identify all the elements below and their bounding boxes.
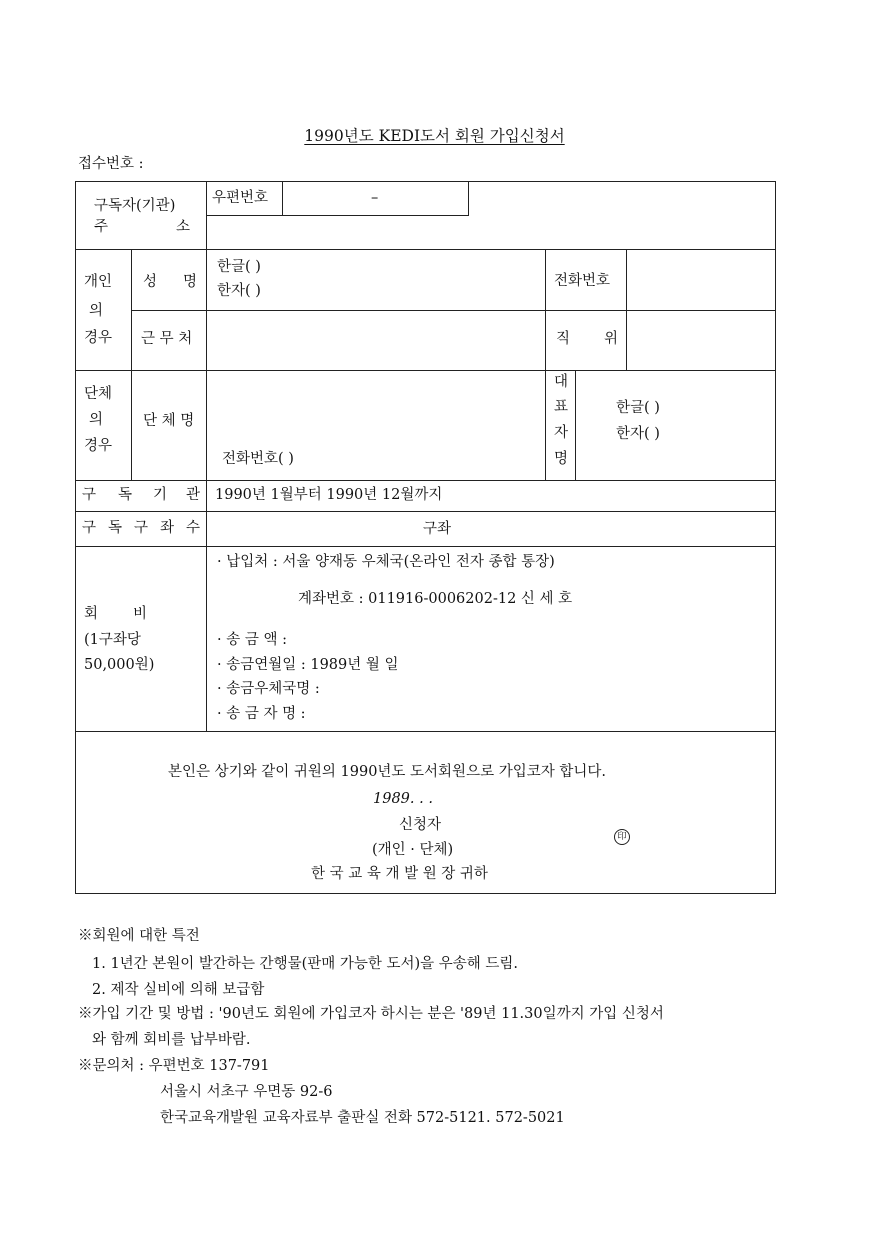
- org-label-2: 의: [89, 412, 104, 428]
- accounts-label-5: 수: [186, 520, 201, 536]
- rep-label-1: 대: [554, 374, 569, 390]
- column-divider: [545, 370, 546, 481]
- rep-label-2: 표: [554, 399, 569, 415]
- accounts-label-1: 구: [82, 520, 97, 536]
- row-divider: [75, 480, 776, 481]
- postal-box-line: [206, 215, 469, 216]
- postal-code-label: 우편번호: [212, 190, 269, 206]
- applicant-label: 신청자: [399, 817, 442, 833]
- declaration-date: 1989. . .: [373, 791, 433, 807]
- table-border-bottom: [75, 893, 776, 894]
- accounts-label-3: 구: [134, 520, 149, 536]
- remit-date-field: · 송금연월일 : 1989년 월 일: [217, 657, 399, 673]
- table-border-left: [75, 181, 76, 894]
- name-label-b: 명: [183, 274, 198, 290]
- postal-code-dash: –: [371, 190, 379, 206]
- rep-hangul-field: 한글( ): [616, 400, 660, 416]
- period-value: 1990년 1월부터 1990년 12월까지: [215, 487, 443, 503]
- name-hanja-field: 한자( ): [217, 283, 261, 299]
- period-label-4: 관: [186, 487, 201, 503]
- seal-mark: 印: [614, 829, 630, 845]
- column-divider: [545, 249, 546, 371]
- contact-line-3: 한국교육개발원 교육자료부 출판실 전화 572-5121. 572-5021: [160, 1110, 565, 1126]
- individual-label-2: 의: [89, 303, 104, 319]
- row-divider: [75, 546, 776, 547]
- org-name-label: 단 체 명: [143, 413, 195, 429]
- receipt-number-label: 접수번호 :: [78, 156, 144, 172]
- period-label-1: 구: [82, 487, 97, 503]
- subscriber-label: 구독자(기관): [94, 198, 176, 214]
- row-divider: [75, 511, 776, 512]
- period-label-3: 기: [153, 487, 168, 503]
- org-phone-field: 전화번호( ): [222, 451, 294, 467]
- applicant-type: (개인 · 단체): [372, 842, 454, 858]
- accounts-label-4: 좌: [160, 520, 175, 536]
- contact-line-1: ※문의처 : 우편번호 137-791: [78, 1058, 270, 1074]
- individual-label-3: 경우: [84, 330, 113, 346]
- column-divider: [206, 181, 207, 732]
- amount-field: · 송 금 액 :: [217, 632, 287, 648]
- org-label-3: 경우: [84, 438, 113, 454]
- declaration-text: 본인은 상기와 같이 귀원의 1990년도 도서회원으로 가입코자 합니다.: [168, 764, 606, 780]
- fee-label-a: 회: [84, 606, 99, 622]
- account-number: 계좌번호 : 011916-0006202-12 신 세 호: [298, 591, 573, 607]
- column-divider: [626, 249, 627, 371]
- method-line-1: ※가입 기간 및 방법 : '90년도 회원에 가입코자 하시는 분은 '89년 11.30일까지 가입 신청서: [78, 1006, 664, 1022]
- individual-label-1: 개인: [84, 274, 113, 290]
- column-divider: [575, 370, 576, 481]
- period-label-2: 독: [118, 487, 133, 503]
- table-border-right: [775, 181, 776, 894]
- rep-label-3: 자: [554, 425, 569, 441]
- row-divider: [75, 370, 776, 371]
- accounts-label-2: 독: [108, 520, 123, 536]
- addressee: 한 국 교 육 개 발 원 장 귀하: [311, 866, 488, 882]
- postal-box-line: [468, 181, 469, 216]
- postal-box-line: [282, 181, 283, 216]
- fee-sub-2: 50,000원): [84, 657, 155, 673]
- accounts-value: 구좌: [423, 521, 452, 537]
- address-label-b: 소: [176, 219, 191, 235]
- benefit-1: 1. 1년간 본원이 발간하는 간행물(판매 가능한 도서)을 우송해 드림.: [92, 956, 519, 972]
- rep-hanja-field: 한자( ): [616, 426, 660, 442]
- position-label-b: 위: [604, 331, 619, 347]
- column-divider: [131, 249, 132, 481]
- workplace-label: 근 무 처: [141, 331, 193, 347]
- form-title: 1990년도 KEDI도서 회원 가입신청서: [304, 127, 565, 145]
- table-border-top: [75, 181, 776, 182]
- benefit-2: 2. 제작 실비에 의해 보급함: [92, 982, 265, 998]
- name-label-a: 성: [143, 274, 158, 290]
- fee-label-b: 비: [133, 606, 148, 622]
- method-line-2: 와 함께 회비를 납부바람.: [92, 1032, 251, 1048]
- contact-line-2: 서울시 서초구 우면동 92-6: [160, 1084, 333, 1100]
- row-divider: [75, 731, 776, 732]
- sender-field: · 송 금 자 명 :: [217, 706, 306, 722]
- org-label-1: 단체: [84, 386, 113, 402]
- post-office-field: · 송금우체국명 :: [217, 681, 320, 697]
- fee-sub-1: (1구좌당: [84, 632, 141, 648]
- benefits-title: ※회원에 대한 특전: [78, 928, 200, 944]
- payment-place: · 납입처 : 서울 양재동 우체국(온라인 전자 종합 통장): [217, 554, 555, 570]
- name-hangul-field: 한글( ): [217, 259, 261, 275]
- rep-label-4: 명: [554, 451, 569, 467]
- phone-label: 전화번호: [554, 273, 611, 289]
- row-divider: [75, 249, 776, 250]
- position-label-a: 직: [556, 331, 571, 347]
- address-label-a: 주: [94, 219, 109, 235]
- row-divider: [131, 310, 776, 311]
